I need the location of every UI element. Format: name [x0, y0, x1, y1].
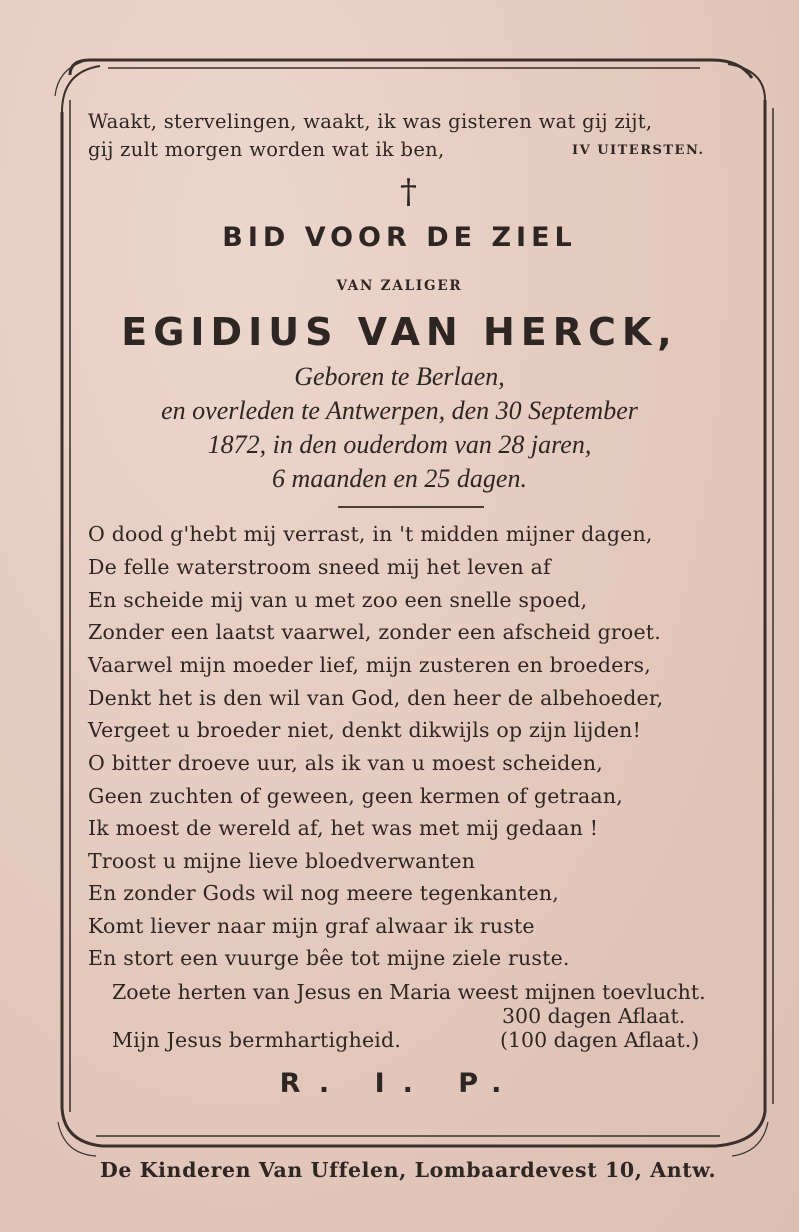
detail-line-2: en overleden te Antwerpen, den 30 September [161, 396, 638, 425]
poem-line: Troost u mijne lieve bloedverwanten [88, 849, 476, 873]
deceased-name: EGIDIUS VAN HERCK, [121, 310, 678, 354]
printer-credit: De Kinderen Van Uffelen, Lombaardevest 10, Antw. [100, 1158, 717, 1182]
indulgence-line-2: (100 dagen Aflaat.) [500, 1028, 700, 1052]
poem-line: Ik moest de wereld af, het was met mij gedaan ! [88, 816, 599, 840]
cross-icon: † [400, 172, 417, 212]
indulgence-line-1: 300 dagen Aflaat. [502, 1004, 686, 1028]
prayer-line-1: Zoete herten van Jesus en Maria weest mijnen toevlucht. [112, 980, 706, 1004]
heading: BID VOOR DE ZIEL [222, 222, 577, 253]
poem-line: De felle waterstroom sneed mij het leven af [88, 555, 551, 579]
poem-line: En scheide mij van u met zoo een snelle spoed, [88, 588, 588, 612]
poem-line: O dood g'hebt mij verrast, in 't midden mijner dagen, [88, 522, 653, 546]
poem-line: Geen zuchten of geween, geen kermen of getraan, [88, 784, 623, 808]
poem-line: Zonder een laatst vaarwel, zonder een afscheid groet. [88, 620, 661, 644]
poem-line: Vaarwel mijn moeder lief, mijn zusteren en broeders, [88, 653, 651, 677]
motto-line-1: Waakt, stervelingen, waakt, ik was gisteren wat gij zijt, [88, 110, 653, 133]
prayer-line-2: Mijn Jesus bermhartigheid. [112, 1028, 402, 1052]
poem-line: Komt liever naar mijn graf alwaar ik ruste [88, 914, 535, 938]
detail-line-1: Geboren te Berlaen, [294, 362, 505, 391]
poem-line: En stort een vuurge bêe tot mijne ziele ruste. [88, 946, 570, 970]
motto-reference: IV UITERSTEN. [572, 143, 705, 158]
motto-line-2: gij zult morgen worden wat ik ben, [88, 138, 445, 161]
poem-line: O bitter droeve uur, als ik van u moest scheiden, [88, 751, 603, 775]
detail-line-4: 6 maanden en 25 dagen. [272, 464, 527, 493]
detail-line-3: 1872, in den ouderdom van 28 jaren, [207, 430, 592, 459]
poem-line: Denkt het is den wil van God, den heer de albehoeder, [88, 686, 664, 710]
subheading: VAN ZALIGER [336, 278, 463, 294]
rip-inscription: R. I. P. [279, 1068, 520, 1099]
poem-line: En zonder Gods wil nog meere tegenkanten, [88, 881, 559, 905]
poem-line: Vergeet u broeder niet, denkt dikwijls op zijn lijden! [88, 718, 642, 742]
divider-line [338, 506, 484, 508]
